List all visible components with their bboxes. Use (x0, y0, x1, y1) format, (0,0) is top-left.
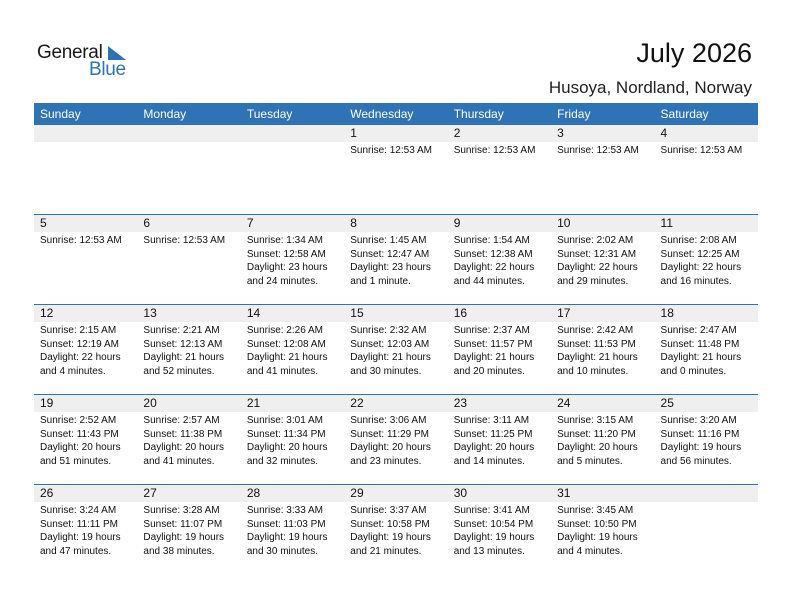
day-cell-info (137, 232, 240, 288)
daylight-text: Daylight: 19 hours (453, 532, 535, 543)
day-number (34, 125, 137, 142)
day-number: 21 (246, 396, 261, 410)
day-cell-info (34, 412, 137, 468)
day-cell-info (241, 412, 344, 468)
sunrise-text: Sunrise: 2:21 AM (143, 325, 220, 336)
daylight-text: Daylight: 21 hours (453, 352, 535, 363)
day-cell-info (344, 322, 447, 378)
sunset-text: Sunset: 11:16 PM (660, 428, 740, 440)
sunset-text: Sunset: 11:20 PM (557, 428, 636, 440)
sunset-text: Sunset: 12:25 AM (660, 248, 740, 260)
daylight-text: and 29 minutes. (557, 275, 629, 287)
weekday-sunday: Sunday (40, 107, 81, 121)
sunrise-text: Sunrise: 12:53 AM (40, 235, 122, 246)
sunrise-text: Sunrise: 2:37 AM (453, 325, 530, 336)
sunrise-text: Sunrise: 2:26 AM (246, 325, 323, 336)
week-row (34, 484, 758, 574)
day-number (241, 125, 344, 142)
sunrise-text: Sunrise: 2:52 AM (40, 415, 117, 426)
day-info-row (34, 142, 758, 158)
daylight-text: Daylight: 19 hours (557, 532, 638, 543)
week-row (34, 125, 758, 214)
sunset-text: Sunset: 11:57 PM (453, 338, 533, 350)
daylight-text: and 56 minutes. (660, 455, 732, 467)
sunset-text: Sunset: 11:07 PM (143, 518, 223, 530)
daylight-text: Daylight: 21 hours (557, 352, 638, 363)
day-cell-info (344, 232, 447, 288)
weekday-wednesday: Wednesday (350, 107, 414, 121)
sunrise-text: Sunrise: 2:42 AM (557, 325, 634, 336)
daylight-text: Daylight: 19 hours (246, 532, 328, 543)
sunset-text: Sunset: 12:58 AM (246, 248, 326, 260)
week-row (34, 394, 758, 484)
daylight-text: and 5 minutes. (557, 455, 623, 467)
day-cell-info (448, 412, 551, 468)
day-number: 27 (143, 486, 157, 500)
day-cell-info (551, 142, 654, 158)
daylight-text: and 20 minutes. (453, 365, 525, 377)
daylight-text: Daylight: 21 hours (350, 352, 431, 363)
day-number: 30 (453, 486, 468, 500)
day-cell-info (655, 322, 758, 378)
daylight-text: and 14 minutes. (453, 455, 525, 467)
day-cell-info (551, 412, 654, 468)
weekday-thursday: Thursday (453, 107, 504, 121)
daylight-text: and 38 minutes. (143, 545, 215, 557)
day-number: 8 (350, 216, 357, 230)
sunrise-text: Sunrise: 3:28 AM (143, 505, 220, 516)
sunset-text: Sunset: 12:38 AM (453, 248, 533, 260)
daylight-text: Daylight: 20 hours (557, 442, 638, 453)
day-cell-info (137, 502, 240, 558)
day-cell-info (34, 322, 137, 378)
day-number (137, 125, 240, 142)
day-cell-info (34, 502, 137, 558)
daylight-text: and 13 minutes. (453, 545, 525, 557)
daylight-text: and 0 minutes. (660, 365, 727, 377)
sunrise-text: Sunrise: 2:08 AM (660, 235, 737, 246)
day-number: 19 (40, 396, 54, 410)
daylight-text: and 30 minutes. (350, 365, 422, 377)
sunset-text: Sunset: 11:53 PM (557, 338, 636, 350)
day-info-row (34, 412, 758, 468)
sunrise-text: Sunrise: 12:53 AM (143, 235, 226, 246)
logo-text-blue: Blue (89, 59, 126, 80)
daylight-text: Daylight: 21 hours (246, 352, 328, 363)
sunset-text: Sunset: 12:19 AM (40, 338, 119, 350)
daylight-text: and 51 minutes. (40, 455, 112, 467)
sunset-text: Sunset: 11:29 PM (350, 428, 430, 440)
daylight-text: Daylight: 20 hours (453, 442, 535, 453)
day-cell-info (344, 142, 447, 158)
day-cell-info (551, 232, 654, 288)
daylight-text: Daylight: 19 hours (350, 532, 431, 543)
logo-text-general: General (37, 42, 103, 63)
daylight-text: Daylight: 19 hours (660, 442, 742, 453)
day-number: 7 (246, 216, 254, 230)
sunrise-text: Sunrise: 1:34 AM (246, 235, 323, 246)
day-cell-info (137, 142, 240, 158)
day-number: 2 (453, 126, 461, 140)
daylight-text: Daylight: 23 hours (246, 262, 328, 273)
day-cell-info (448, 142, 551, 158)
day-number: 17 (557, 306, 571, 320)
day-cell-info (241, 502, 344, 558)
daylight-text: Daylight: 20 hours (350, 442, 431, 453)
weekday-monday: Monday (143, 107, 187, 121)
day-cell-info (448, 502, 551, 558)
day-cell-info (655, 232, 758, 288)
sunrise-text: Sunrise: 3:41 AM (453, 505, 530, 516)
day-cell-info (137, 322, 240, 378)
day-number: 23 (453, 396, 468, 410)
weekday-saturday: Saturday (660, 107, 709, 121)
sunset-text: Sunset: 11:38 PM (143, 428, 223, 440)
sunrise-text: Sunrise: 12:53 AM (350, 145, 432, 156)
day-number: 13 (143, 306, 157, 320)
sunrise-text: Sunrise: 12:53 AM (660, 145, 743, 156)
sunrise-text: Sunrise: 3:24 AM (40, 505, 117, 516)
daylight-text: Daylight: 20 hours (40, 442, 121, 453)
day-cell-info (344, 412, 447, 468)
day-cell-info (34, 232, 137, 288)
logo-triangle-icon (108, 46, 126, 60)
day-number: 9 (453, 216, 461, 230)
sunset-text: Sunset: 10:54 PM (453, 518, 534, 530)
day-cell-info (448, 322, 551, 378)
sunrise-text: Sunrise: 3:45 AM (557, 505, 634, 516)
day-info-row (34, 232, 758, 288)
sunrise-text: Sunrise: 12:53 AM (557, 145, 639, 156)
day-cell-info (34, 142, 137, 158)
daylight-text: Daylight: 19 hours (40, 532, 121, 543)
day-number-row (34, 395, 758, 412)
sunrise-text: Sunrise: 3:11 AM (453, 415, 530, 426)
weekday-tuesday: Tuesday (246, 107, 293, 121)
day-number-row (34, 485, 758, 502)
day-cell-info (448, 232, 551, 288)
daylight-text: Daylight: 22 hours (557, 262, 638, 273)
day-number: 1 (350, 126, 357, 140)
daylight-text: and 30 minutes. (246, 545, 319, 557)
daylight-text: Daylight: 21 hours (660, 352, 742, 363)
sunset-text: Sunset: 11:43 PM (40, 428, 119, 440)
logo (37, 42, 137, 82)
sunrise-text: Sunrise: 2:02 AM (557, 235, 634, 246)
sunset-text: Sunset: 12:03 AM (350, 338, 430, 350)
daylight-text: and 44 minutes. (453, 275, 525, 287)
day-number (655, 485, 758, 502)
daylight-text: and 52 minutes. (143, 365, 215, 377)
daylight-text: Daylight: 19 hours (143, 532, 225, 543)
weekday-header (34, 103, 758, 125)
sunset-text: Sunset: 11:11 PM (40, 518, 119, 530)
day-number: 31 (557, 486, 571, 500)
weekday-friday: Friday (557, 107, 591, 121)
day-number: 24 (557, 396, 571, 410)
week-row (34, 304, 758, 394)
day-cell-info (655, 412, 758, 468)
daylight-text: and 41 minutes. (143, 455, 215, 467)
day-number: 16 (453, 306, 468, 320)
day-number: 6 (143, 216, 151, 230)
day-number-row (34, 305, 758, 322)
sunset-text: Sunset: 11:03 PM (246, 518, 326, 530)
daylight-text: and 4 minutes. (40, 365, 106, 377)
day-cell-info (344, 502, 447, 558)
day-number: 3 (557, 126, 564, 140)
daylight-text: Daylight: 22 hours (40, 352, 121, 363)
daylight-text: Daylight: 22 hours (453, 262, 535, 273)
day-cell-info (655, 142, 758, 158)
sunset-text: Sunset: 10:50 PM (557, 518, 637, 530)
day-cell-info (551, 322, 654, 378)
sunset-text: Sunset: 12:13 AM (143, 338, 223, 350)
sunrise-text: Sunrise: 2:32 AM (350, 325, 427, 336)
sunset-text: Sunset: 11:34 PM (246, 428, 326, 440)
daylight-text: and 16 minutes. (660, 275, 732, 287)
day-cell-info (551, 502, 654, 558)
daylight-text: and 4 minutes. (557, 545, 623, 557)
day-info-row (34, 502, 758, 558)
sunset-text: Sunset: 12:47 AM (350, 248, 430, 260)
sunrise-text: Sunrise: 1:45 AM (350, 235, 427, 246)
day-cell-info (241, 142, 344, 158)
daylight-text: Daylight: 20 hours (246, 442, 328, 453)
daylight-text: Daylight: 23 hours (350, 262, 431, 273)
day-number: 11 (660, 216, 673, 230)
day-number: 5 (40, 216, 47, 230)
sunset-text: Sunset: 12:08 AM (246, 338, 326, 350)
page-title: July 2026 (636, 38, 752, 68)
daylight-text: and 21 minutes. (350, 545, 422, 557)
day-number: 14 (246, 306, 261, 320)
day-number: 10 (557, 216, 571, 230)
day-number: 28 (246, 486, 261, 500)
sunrise-text: Sunrise: 3:37 AM (350, 505, 427, 516)
sunrise-text: Sunrise: 12:53 AM (453, 145, 536, 156)
sunrise-text: Sunrise: 3:15 AM (557, 415, 634, 426)
day-info-row (34, 322, 758, 378)
sunrise-text: Sunrise: 2:57 AM (143, 415, 220, 426)
daylight-text: and 1 minute. (350, 275, 411, 287)
day-number: 12 (40, 306, 54, 320)
day-number: 20 (143, 396, 157, 410)
sunrise-text: Sunrise: 3:06 AM (350, 415, 427, 426)
day-number: 29 (350, 486, 364, 500)
sunrise-text: Sunrise: 1:54 AM (453, 235, 530, 246)
day-number: 4 (660, 126, 668, 140)
daylight-text: and 32 minutes. (246, 455, 319, 467)
day-number: 18 (660, 306, 674, 320)
sunset-text: Sunset: 12:31 AM (557, 248, 637, 260)
sunrise-text: Sunrise: 3:20 AM (660, 415, 737, 426)
day-number-row (34, 125, 758, 142)
sunset-text: Sunset: 11:25 PM (453, 428, 533, 440)
day-number: 15 (350, 306, 364, 320)
calendar-grid (34, 103, 758, 574)
day-cell-info (241, 322, 344, 378)
day-number-row (34, 215, 758, 232)
day-number: 26 (40, 486, 54, 500)
location-subtitle: Husoya, Nordland, Norway (548, 78, 752, 97)
daylight-text: and 23 minutes. (350, 455, 422, 467)
sunset-text: Sunset: 11:48 PM (660, 338, 740, 350)
day-number: 25 (660, 396, 674, 410)
daylight-text: and 47 minutes. (40, 545, 112, 557)
daylight-text: Daylight: 20 hours (143, 442, 225, 453)
daylight-text: Daylight: 22 hours (660, 262, 742, 273)
daylight-text: and 24 minutes. (246, 275, 319, 287)
day-cell-info (655, 502, 758, 558)
day-number: 22 (350, 396, 364, 410)
daylight-text: and 10 minutes. (557, 365, 629, 377)
calendar-weeks (34, 125, 758, 574)
sunrise-text: Sunrise: 2:47 AM (660, 325, 737, 336)
sunrise-text: Sunrise: 2:15 AM (40, 325, 117, 336)
sunset-text: Sunset: 10:58 PM (350, 518, 430, 530)
week-row (34, 214, 758, 304)
sunrise-text: Sunrise: 3:01 AM (246, 415, 323, 426)
sunrise-text: Sunrise: 3:33 AM (246, 505, 323, 516)
day-cell-info (241, 232, 344, 288)
day-cell-info (137, 412, 240, 468)
daylight-text: and 41 minutes. (246, 365, 319, 377)
daylight-text: Daylight: 21 hours (143, 352, 225, 363)
